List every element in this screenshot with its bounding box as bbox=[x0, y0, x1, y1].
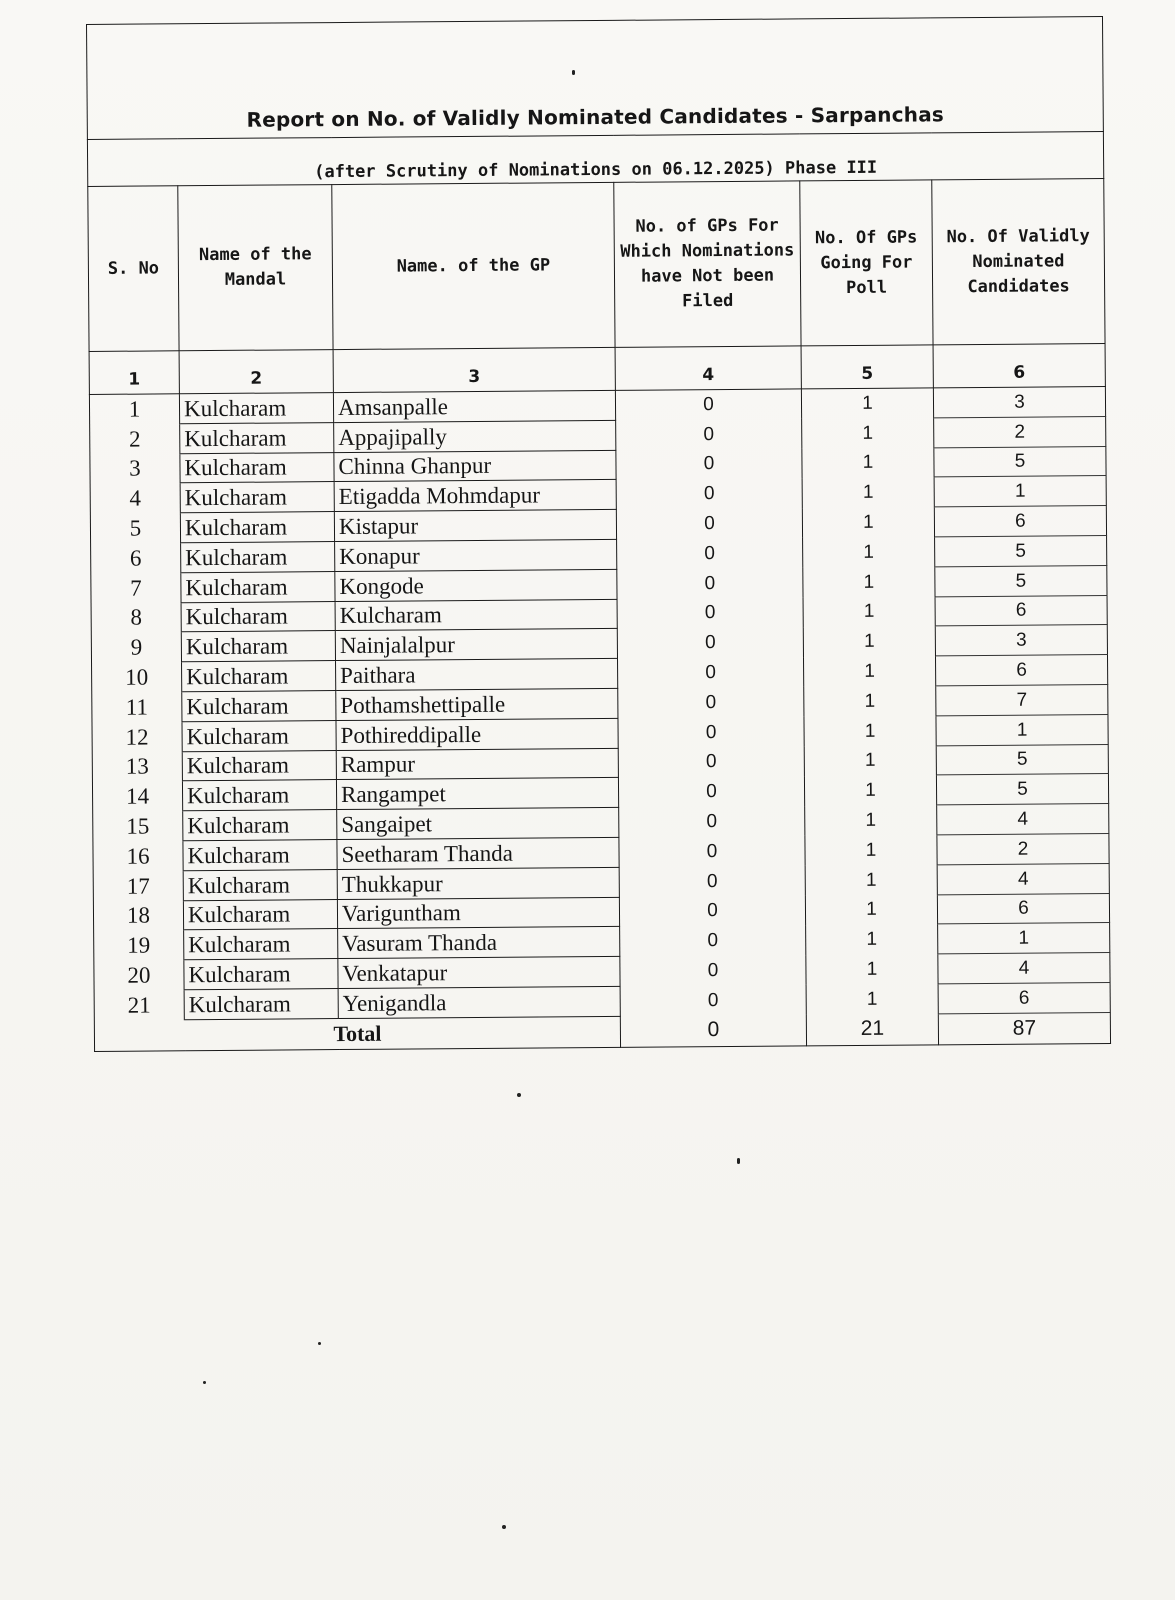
candidates-cell: 1 bbox=[938, 923, 1110, 954]
gp-name-cell: Vasuram Thanda bbox=[338, 927, 620, 959]
mandal-cell: Kulcharam bbox=[182, 750, 336, 781]
candidates-cell: 5 bbox=[936, 774, 1108, 805]
total-row bbox=[94, 1012, 1110, 1051]
not-filed-cell: 0 bbox=[619, 806, 805, 837]
candidates-cell: 6 bbox=[938, 982, 1110, 1013]
candidates-cell: 6 bbox=[934, 506, 1106, 537]
not-filed-cell: 0 bbox=[618, 776, 804, 807]
not-filed-cell: 0 bbox=[615, 389, 801, 420]
sno-cell: 2 bbox=[90, 424, 180, 455]
gp-name-cell: Kistapur bbox=[334, 510, 616, 542]
going-poll-cell: 1 bbox=[804, 716, 936, 747]
report-document bbox=[86, 16, 1110, 1052]
total-going-poll: 21 bbox=[806, 1014, 938, 1046]
column-number: 5 bbox=[801, 345, 933, 389]
not-filed-cell: 0 bbox=[618, 687, 804, 718]
mandal-cell: Kulcharam bbox=[183, 840, 337, 871]
sno-cell: 16 bbox=[93, 841, 183, 872]
gp-name-cell: Rampur bbox=[336, 748, 618, 780]
gp-name-cell: Rangampet bbox=[336, 778, 618, 810]
candidates-cell: 3 bbox=[933, 387, 1105, 418]
candidates-cell: 5 bbox=[934, 446, 1106, 477]
going-poll-cell: 1 bbox=[805, 865, 937, 896]
gp-name-cell: Thukkapur bbox=[337, 867, 619, 899]
not-filed-cell: 0 bbox=[618, 746, 804, 777]
sno-cell: 5 bbox=[90, 513, 180, 544]
candidates-cell: 6 bbox=[937, 893, 1109, 924]
going-poll-cell: 1 bbox=[802, 418, 934, 449]
gp-name-cell: Kulcharam bbox=[335, 599, 617, 631]
sno-cell: 12 bbox=[92, 722, 182, 753]
mandal-cell: Kulcharam bbox=[182, 720, 336, 751]
sno-cell: 15 bbox=[93, 811, 183, 842]
sno-cell: 4 bbox=[90, 483, 180, 514]
mandal-cell: Kulcharam bbox=[184, 959, 338, 990]
not-filed-cell: 0 bbox=[620, 955, 806, 986]
header-mandal: Name of the Mandal bbox=[178, 185, 333, 351]
sno-cell: 17 bbox=[93, 871, 183, 902]
going-poll-cell: 1 bbox=[804, 686, 936, 717]
gp-name-cell: Appajipally bbox=[334, 420, 616, 452]
going-poll-cell: 1 bbox=[803, 596, 935, 627]
scan-speck bbox=[203, 1381, 206, 1384]
going-poll-cell: 1 bbox=[805, 835, 937, 866]
sno-cell: 14 bbox=[92, 781, 182, 812]
candidates-cell: 4 bbox=[938, 953, 1110, 984]
header-gp: Name. of the GP bbox=[332, 182, 615, 349]
column-number: 4 bbox=[615, 346, 801, 390]
sno-cell: 6 bbox=[91, 543, 181, 574]
gp-name-cell: Variguntham bbox=[337, 897, 619, 929]
mandal-cell: Kulcharam bbox=[180, 512, 334, 543]
candidates-cell: 1 bbox=[934, 476, 1106, 507]
not-filed-cell: 0 bbox=[617, 538, 803, 569]
sno-cell: 7 bbox=[91, 573, 181, 604]
not-filed-cell: 0 bbox=[618, 717, 804, 748]
going-poll-cell: 1 bbox=[806, 984, 938, 1015]
gp-name-cell: Venkatapur bbox=[338, 956, 620, 988]
table-body bbox=[89, 387, 1110, 1021]
mandal-cell: Kulcharam bbox=[182, 691, 336, 722]
not-filed-cell: 0 bbox=[616, 478, 802, 509]
not-filed-cell: 0 bbox=[617, 657, 803, 688]
candidates-cell: 3 bbox=[935, 625, 1107, 656]
scan-speck bbox=[572, 70, 575, 75]
gp-name-cell: Paithara bbox=[336, 659, 618, 691]
not-filed-cell: 0 bbox=[617, 627, 803, 658]
nominations-table bbox=[86, 16, 1111, 1052]
sno-cell: 9 bbox=[91, 632, 181, 663]
going-poll-cell: 1 bbox=[803, 656, 935, 687]
not-filed-cell: 0 bbox=[616, 508, 802, 539]
mandal-cell: Kulcharam bbox=[183, 899, 337, 930]
scan-speck bbox=[517, 1093, 521, 1097]
sno-cell: 3 bbox=[90, 453, 180, 484]
scan-speck bbox=[502, 1525, 506, 1529]
header-not-filed: No. of GPs For Which Nominations have Not been Filed bbox=[614, 181, 801, 347]
gp-name-cell: Seetharam Thanda bbox=[337, 837, 619, 869]
candidates-cell: 4 bbox=[937, 863, 1109, 894]
sno-cell: 13 bbox=[92, 751, 182, 782]
going-poll-cell: 1 bbox=[804, 745, 936, 776]
gp-name-cell: Pothamshettipalle bbox=[336, 688, 618, 720]
candidates-cell: 7 bbox=[936, 684, 1108, 715]
going-poll-cell: 1 bbox=[805, 805, 937, 836]
gp-name-cell: Chinna Ghanpur bbox=[334, 450, 616, 482]
header-candidates: No. Of Validly Nominated Candidates bbox=[932, 179, 1105, 345]
total-candidates: 87 bbox=[938, 1012, 1110, 1044]
mandal-cell: Kulcharam bbox=[184, 988, 338, 1019]
mandal-cell: Kulcharam bbox=[180, 482, 334, 513]
mandal-cell: Kulcharam bbox=[180, 422, 334, 453]
column-header-row bbox=[88, 179, 1105, 352]
total-not-filed: 0 bbox=[620, 1015, 806, 1047]
scan-speck bbox=[318, 1342, 321, 1345]
column-number: 2 bbox=[179, 350, 333, 394]
sno-cell: 18 bbox=[93, 900, 183, 931]
going-poll-cell: 1 bbox=[802, 447, 934, 478]
going-poll-cell: 1 bbox=[803, 626, 935, 657]
gp-name-cell: Kongode bbox=[335, 569, 617, 601]
mandal-cell: Kulcharam bbox=[181, 542, 335, 573]
not-filed-cell: 0 bbox=[616, 448, 802, 479]
mandal-cell: Kulcharam bbox=[183, 810, 337, 841]
column-number: 3 bbox=[333, 347, 615, 392]
header-sno: S. No bbox=[88, 186, 179, 352]
not-filed-cell: 0 bbox=[620, 925, 806, 956]
candidates-cell: 5 bbox=[935, 535, 1107, 566]
scan-speck bbox=[737, 1158, 740, 1164]
candidates-cell: 5 bbox=[935, 565, 1107, 596]
not-filed-cell: 0 bbox=[617, 597, 803, 628]
total-label: Total bbox=[94, 1016, 620, 1051]
mandal-cell: Kulcharam bbox=[183, 869, 337, 900]
sno-cell: 8 bbox=[91, 602, 181, 633]
not-filed-cell: 0 bbox=[617, 568, 803, 599]
gp-name-cell: Yenigandla bbox=[338, 986, 620, 1018]
report-title: Report on No. of Validly Nominated Candidates - Sarpanchas bbox=[87, 17, 1104, 140]
going-poll-cell: 1 bbox=[801, 388, 933, 419]
mandal-cell: Kulcharam bbox=[181, 571, 335, 602]
going-poll-cell: 1 bbox=[805, 894, 937, 925]
going-poll-cell: 1 bbox=[806, 954, 938, 985]
gp-name-cell: Pothireddipalle bbox=[336, 718, 618, 750]
going-poll-cell: 1 bbox=[806, 924, 938, 955]
not-filed-cell: 0 bbox=[616, 419, 802, 450]
candidates-cell: 6 bbox=[935, 595, 1107, 626]
not-filed-cell: 0 bbox=[619, 895, 805, 926]
going-poll-cell: 1 bbox=[802, 477, 934, 508]
sno-cell: 1 bbox=[89, 394, 179, 425]
gp-name-cell: Amsanpalle bbox=[333, 390, 615, 422]
candidates-cell: 1 bbox=[936, 714, 1108, 745]
gp-name-cell: Nainjalalpur bbox=[335, 629, 617, 661]
mandal-cell: Kulcharam bbox=[181, 631, 335, 662]
header-going-poll: No. Of GPs Going For Poll bbox=[800, 180, 933, 346]
sno-cell: 10 bbox=[92, 662, 182, 693]
candidates-cell: 4 bbox=[937, 804, 1109, 835]
sno-cell: 19 bbox=[94, 930, 184, 961]
going-poll-cell: 1 bbox=[804, 775, 936, 806]
candidates-cell: 6 bbox=[935, 655, 1107, 686]
candidates-cell: 2 bbox=[937, 833, 1109, 864]
column-number: 1 bbox=[89, 351, 179, 395]
column-number: 6 bbox=[933, 344, 1105, 388]
not-filed-cell: 0 bbox=[619, 866, 805, 897]
report-subtitle: (after Scrutiny of Nominations on 06.12.2025) Phase III bbox=[87, 132, 1103, 187]
gp-name-cell: Sangaipet bbox=[337, 807, 619, 839]
gp-name-cell: Etigadda Mohmdapur bbox=[334, 480, 616, 512]
going-poll-cell: 1 bbox=[803, 567, 935, 598]
not-filed-cell: 0 bbox=[619, 836, 805, 867]
going-poll-cell: 1 bbox=[803, 537, 935, 568]
mandal-cell: Kulcharam bbox=[181, 601, 335, 632]
candidates-cell: 2 bbox=[934, 416, 1106, 447]
gp-name-cell: Konapur bbox=[335, 539, 617, 571]
not-filed-cell: 0 bbox=[620, 985, 806, 1016]
mandal-cell: Kulcharam bbox=[182, 661, 336, 692]
going-poll-cell: 1 bbox=[802, 507, 934, 538]
sno-cell: 21 bbox=[94, 990, 184, 1021]
mandal-cell: Kulcharam bbox=[180, 452, 334, 483]
mandal-cell: Kulcharam bbox=[182, 780, 336, 811]
mandal-cell: Kulcharam bbox=[184, 929, 338, 960]
mandal-cell: Kulcharam bbox=[179, 393, 333, 424]
sno-cell: 20 bbox=[94, 960, 184, 991]
sno-cell: 11 bbox=[92, 692, 182, 723]
candidates-cell: 5 bbox=[936, 744, 1108, 775]
